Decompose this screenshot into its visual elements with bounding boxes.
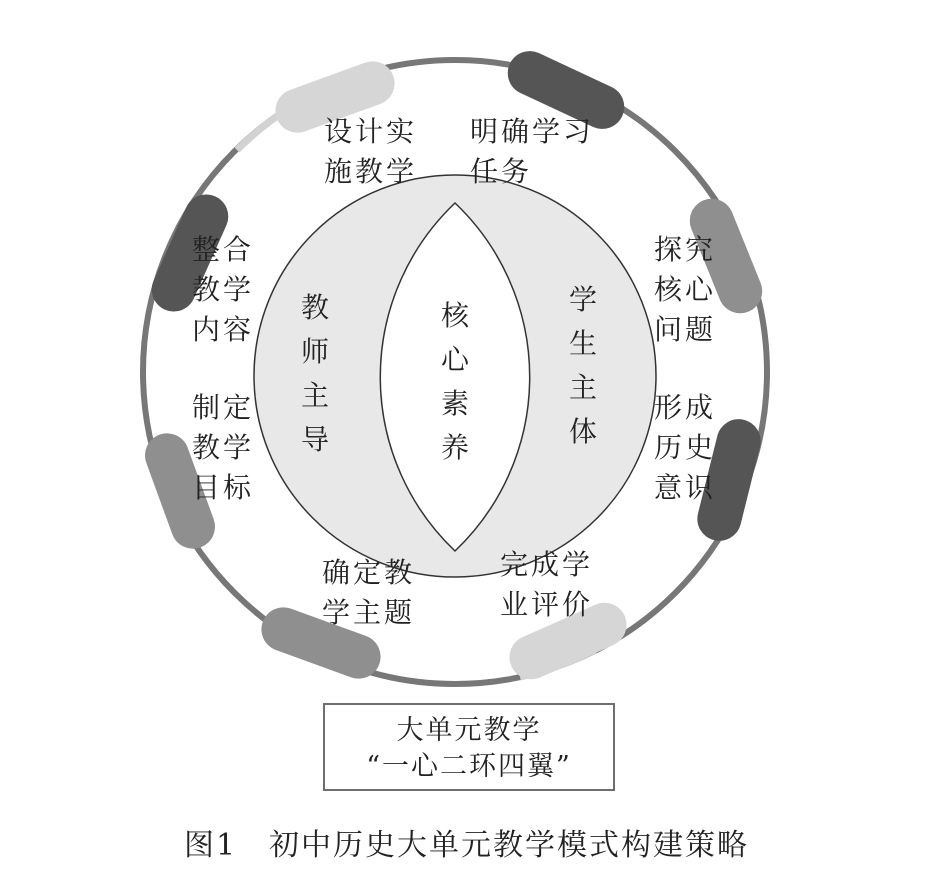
label-teacher-led: 教师主导: [300, 291, 329, 456]
label-core-literacy: 核心素养: [440, 299, 469, 464]
model-title: 大单元教学: [396, 715, 542, 746]
label-design-implement: 设计实 施教学: [324, 115, 418, 188]
label-integrate-content: 整合 教学 内容: [192, 233, 255, 346]
label-set-objectives: 制定 教学 目标: [192, 391, 255, 504]
label-define-theme: 确定教 学主题: [322, 556, 416, 629]
model-subtitle: “一心二环四翼”: [366, 751, 572, 782]
label-history-awareness: 形成 历史 意识: [654, 391, 717, 504]
label-explore-question: 探究 核心 问题: [654, 233, 717, 346]
model-title-box: [323, 703, 615, 791]
label-complete-evaluation: 完成学 业评价: [500, 548, 594, 621]
figure-caption: 图1 初中历史大单元教学模式构建策略: [183, 828, 750, 863]
label-clarify-task: 明确学习 任务: [470, 115, 595, 188]
label-student-centered: 学生主体: [568, 283, 597, 448]
